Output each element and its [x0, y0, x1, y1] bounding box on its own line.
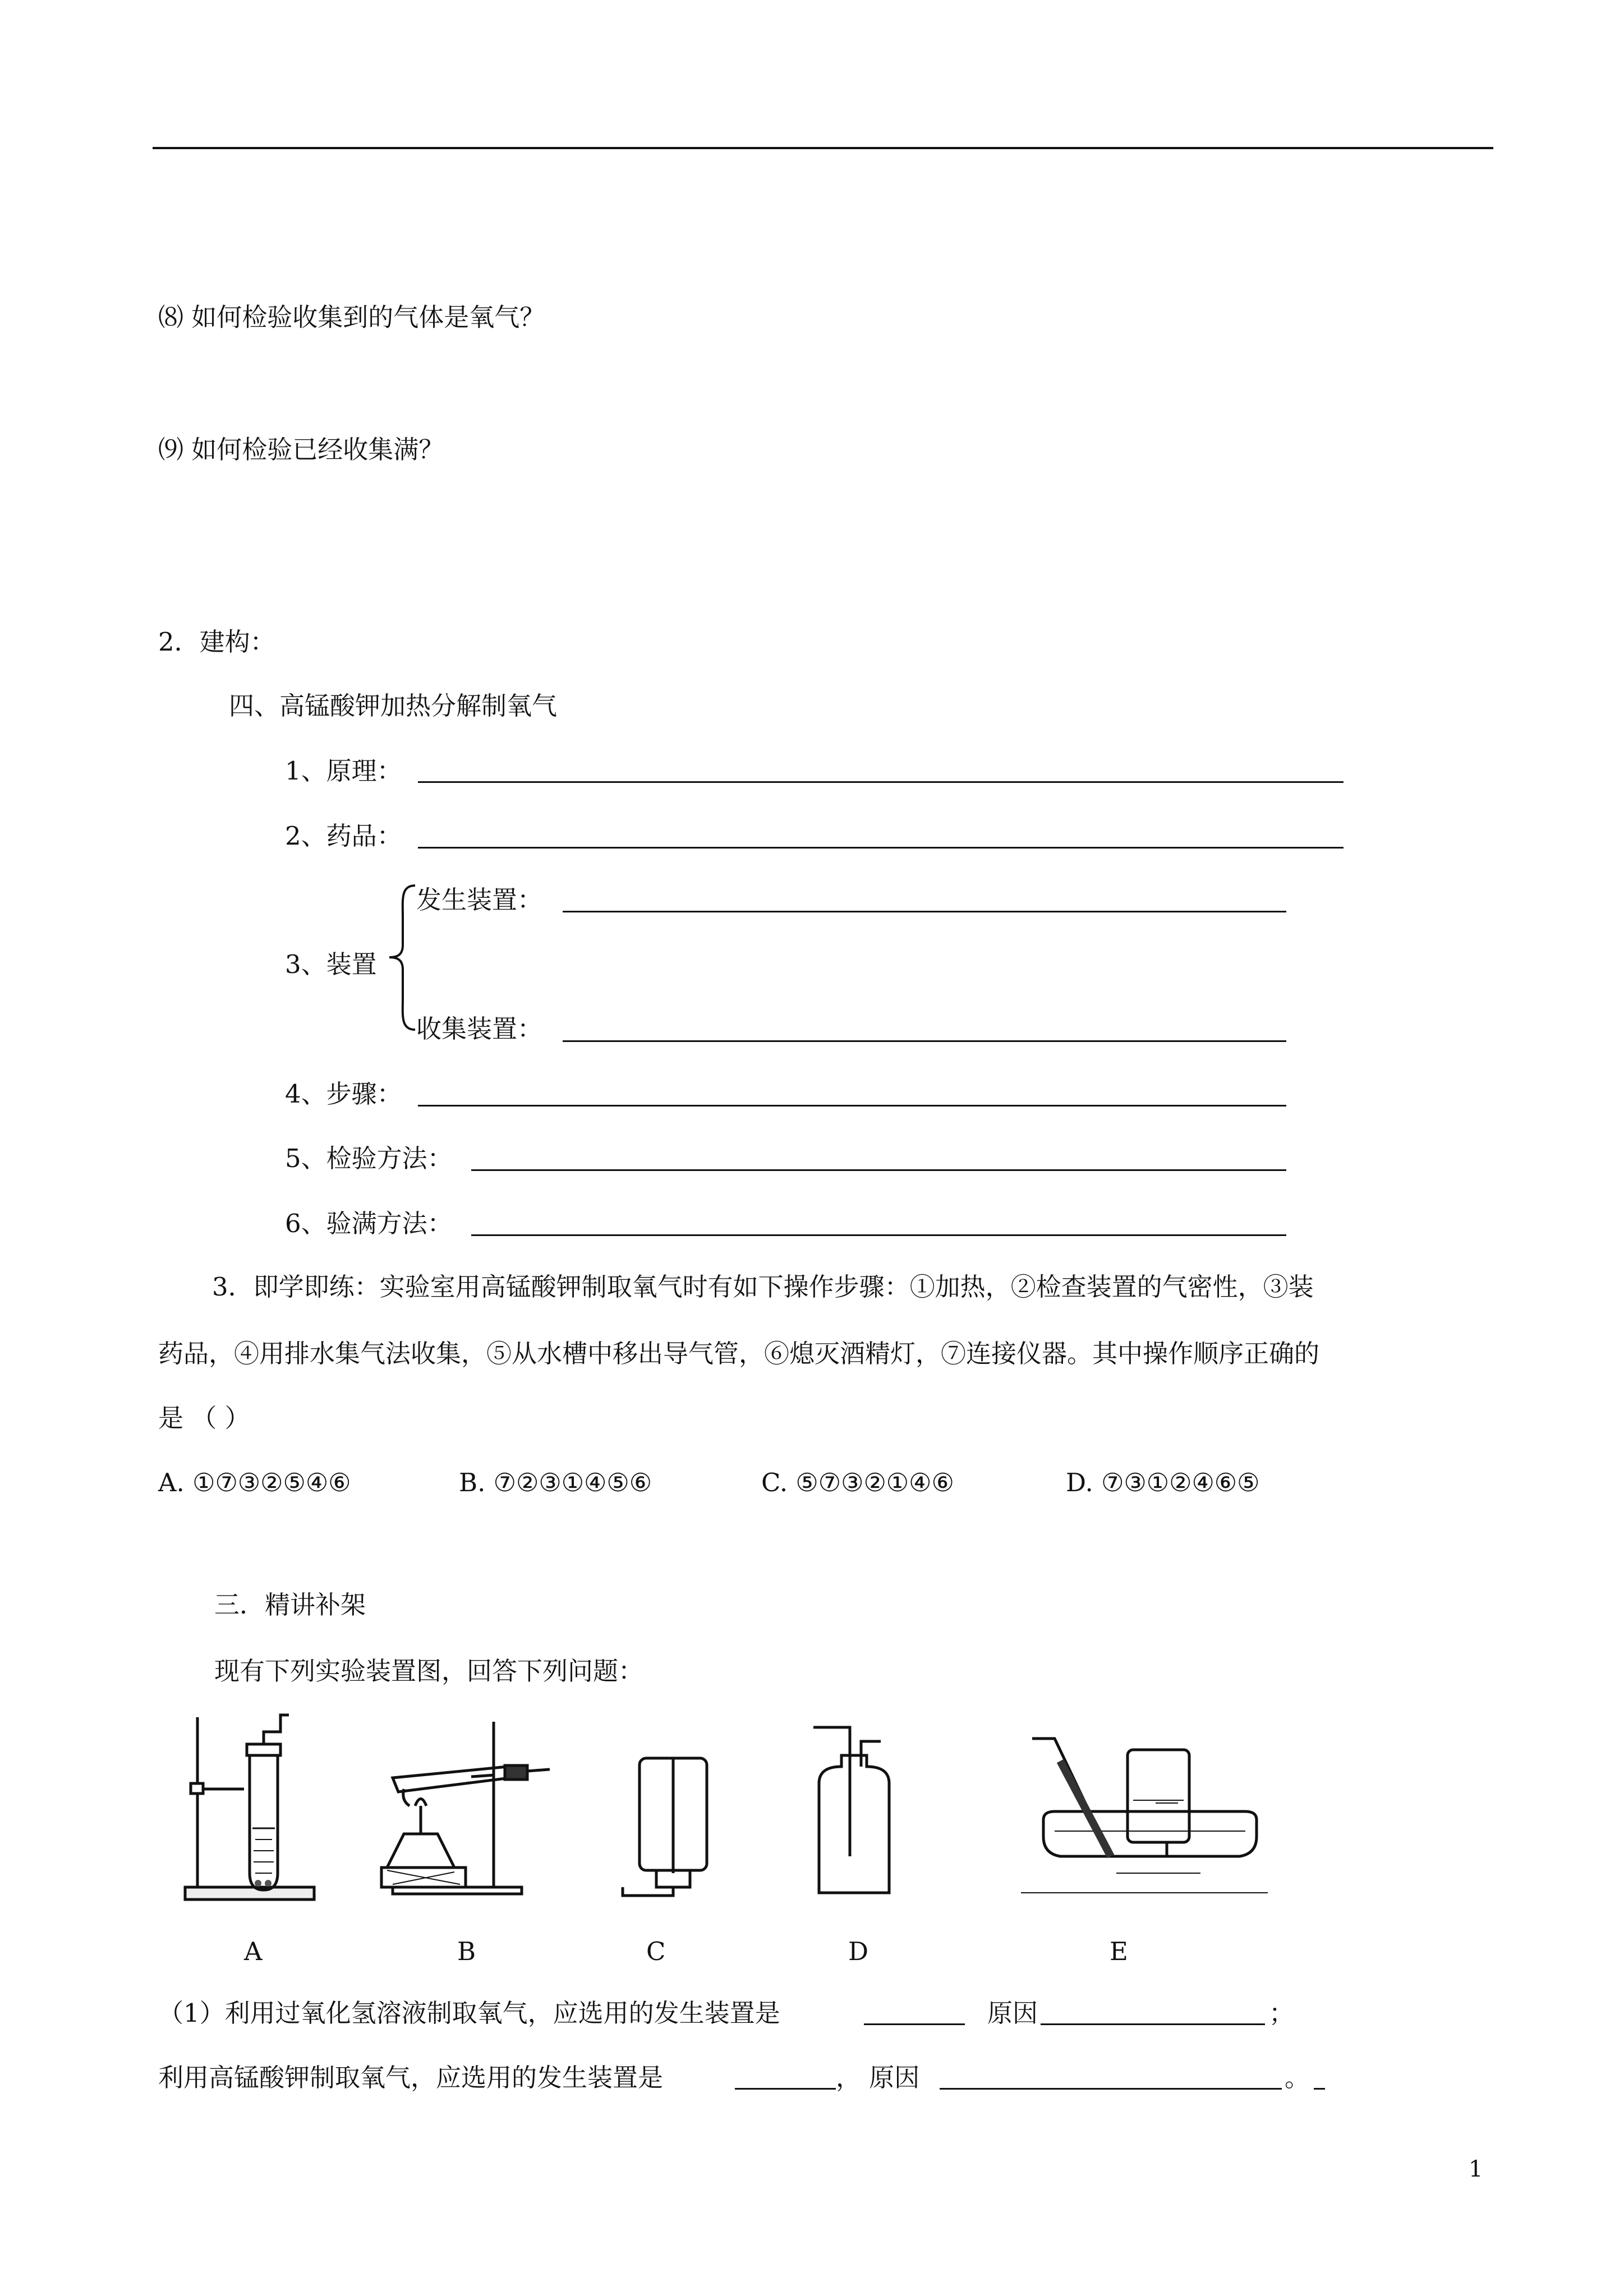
option-a[interactable]: A. ①⑦③②⑤④⑥: [158, 1468, 351, 1497]
principle-label: 1、原理：: [285, 756, 402, 786]
collector-blank[interactable]: [563, 1040, 1286, 1042]
figure-label-e: E: [1110, 1937, 1128, 1966]
test-blank[interactable]: [471, 1169, 1286, 1171]
question-9: ⑼ 如何检验已经收集满？: [158, 435, 444, 464]
exercise-line-2: 药品，④用排水集气法收集，⑤从水槽中移出导气管，⑥熄灭酒精灯，⑦连接仪器。其中操作顺序正确的: [158, 1339, 1320, 1368]
q1-trailing-blank[interactable]: [1314, 2088, 1325, 2090]
figure-label-c: C: [646, 1937, 666, 1966]
q1-line1-text: （1）利用过氧化氢溶液制取氧气，应选用的发生装置是: [158, 1998, 780, 2028]
reagents-blank[interactable]: [418, 847, 1344, 849]
generator-label: 发生装置：: [416, 885, 543, 915]
curly-brace: [386, 883, 420, 1032]
apparatus-figure: [168, 1705, 1268, 1912]
apparatus-b-icon: [381, 1722, 550, 1894]
q1-generator-blank-1[interactable]: [864, 2023, 965, 2025]
figure-label-a: A: [244, 1937, 263, 1966]
reagents-label: 2、药品：: [285, 821, 402, 851]
steps-label: 4、步骤：: [285, 1079, 402, 1109]
question-8: ⑻ 如何检验收集到的气体是氧气？: [158, 302, 545, 332]
option-c[interactable]: C. ⑤⑦③②①④⑥: [761, 1468, 954, 1497]
section-2-title: 2．建构：: [158, 627, 275, 657]
test-label: 5、检验方法：: [285, 1144, 453, 1173]
option-d[interactable]: D. ⑦③①②④⑥⑤: [1066, 1468, 1260, 1497]
q1-line2-reason: ， 原因: [836, 2063, 920, 2092]
apparatus-e-icon: [1021, 1739, 1268, 1893]
q1-generator-blank-2[interactable]: [735, 2088, 836, 2090]
option-b[interactable]: B. ⑦②③①④⑤⑥: [459, 1468, 652, 1497]
exercise-line-1: 3．即学即练：实验室用高锰酸钾制取氧气时有如下操作步骤：①加热，②检查装置的气密性，③装: [212, 1272, 1314, 1302]
steps-blank[interactable]: [418, 1105, 1286, 1106]
q1-line1-reason: 原因: [987, 1998, 1038, 2028]
q1-line1-end: ；: [1269, 1998, 1295, 2028]
principle-blank[interactable]: [418, 781, 1344, 783]
part-3-intro: 现有下列实验装置图，回答下列问题：: [214, 1656, 644, 1686]
apparatus-d-icon: [813, 1727, 889, 1893]
full-test-label: 6、验满方法：: [285, 1209, 453, 1238]
exercise-line-3: 是 （ ）: [158, 1403, 250, 1433]
apparatus-a-icon: [185, 1715, 314, 1899]
generator-blank[interactable]: [563, 911, 1286, 912]
part-3-title: 三．精讲补架: [214, 1590, 366, 1620]
q1-reason-blank-2[interactable]: [940, 2088, 1282, 2090]
section-2-subtitle: 四、高锰酸钾加热分解制氧气: [229, 691, 558, 721]
collector-label: 收集装置：: [416, 1014, 543, 1044]
full-test-blank[interactable]: [471, 1234, 1286, 1236]
q1-line2-text: 利用高锰酸钾制取氧气，应选用的发生装置是: [158, 2063, 664, 2092]
figure-label-b: B: [457, 1937, 476, 1966]
page-number: 1: [1469, 2156, 1483, 2182]
apparatus-label: 3、装置: [285, 949, 377, 979]
q1-reason-blank-1[interactable]: [1041, 2023, 1265, 2025]
figure-label-d: D: [848, 1937, 869, 1966]
header-rule: [153, 147, 1493, 149]
q1-line2-end: 。: [1285, 2063, 1310, 2092]
apparatus-c-icon: [623, 1758, 707, 1896]
